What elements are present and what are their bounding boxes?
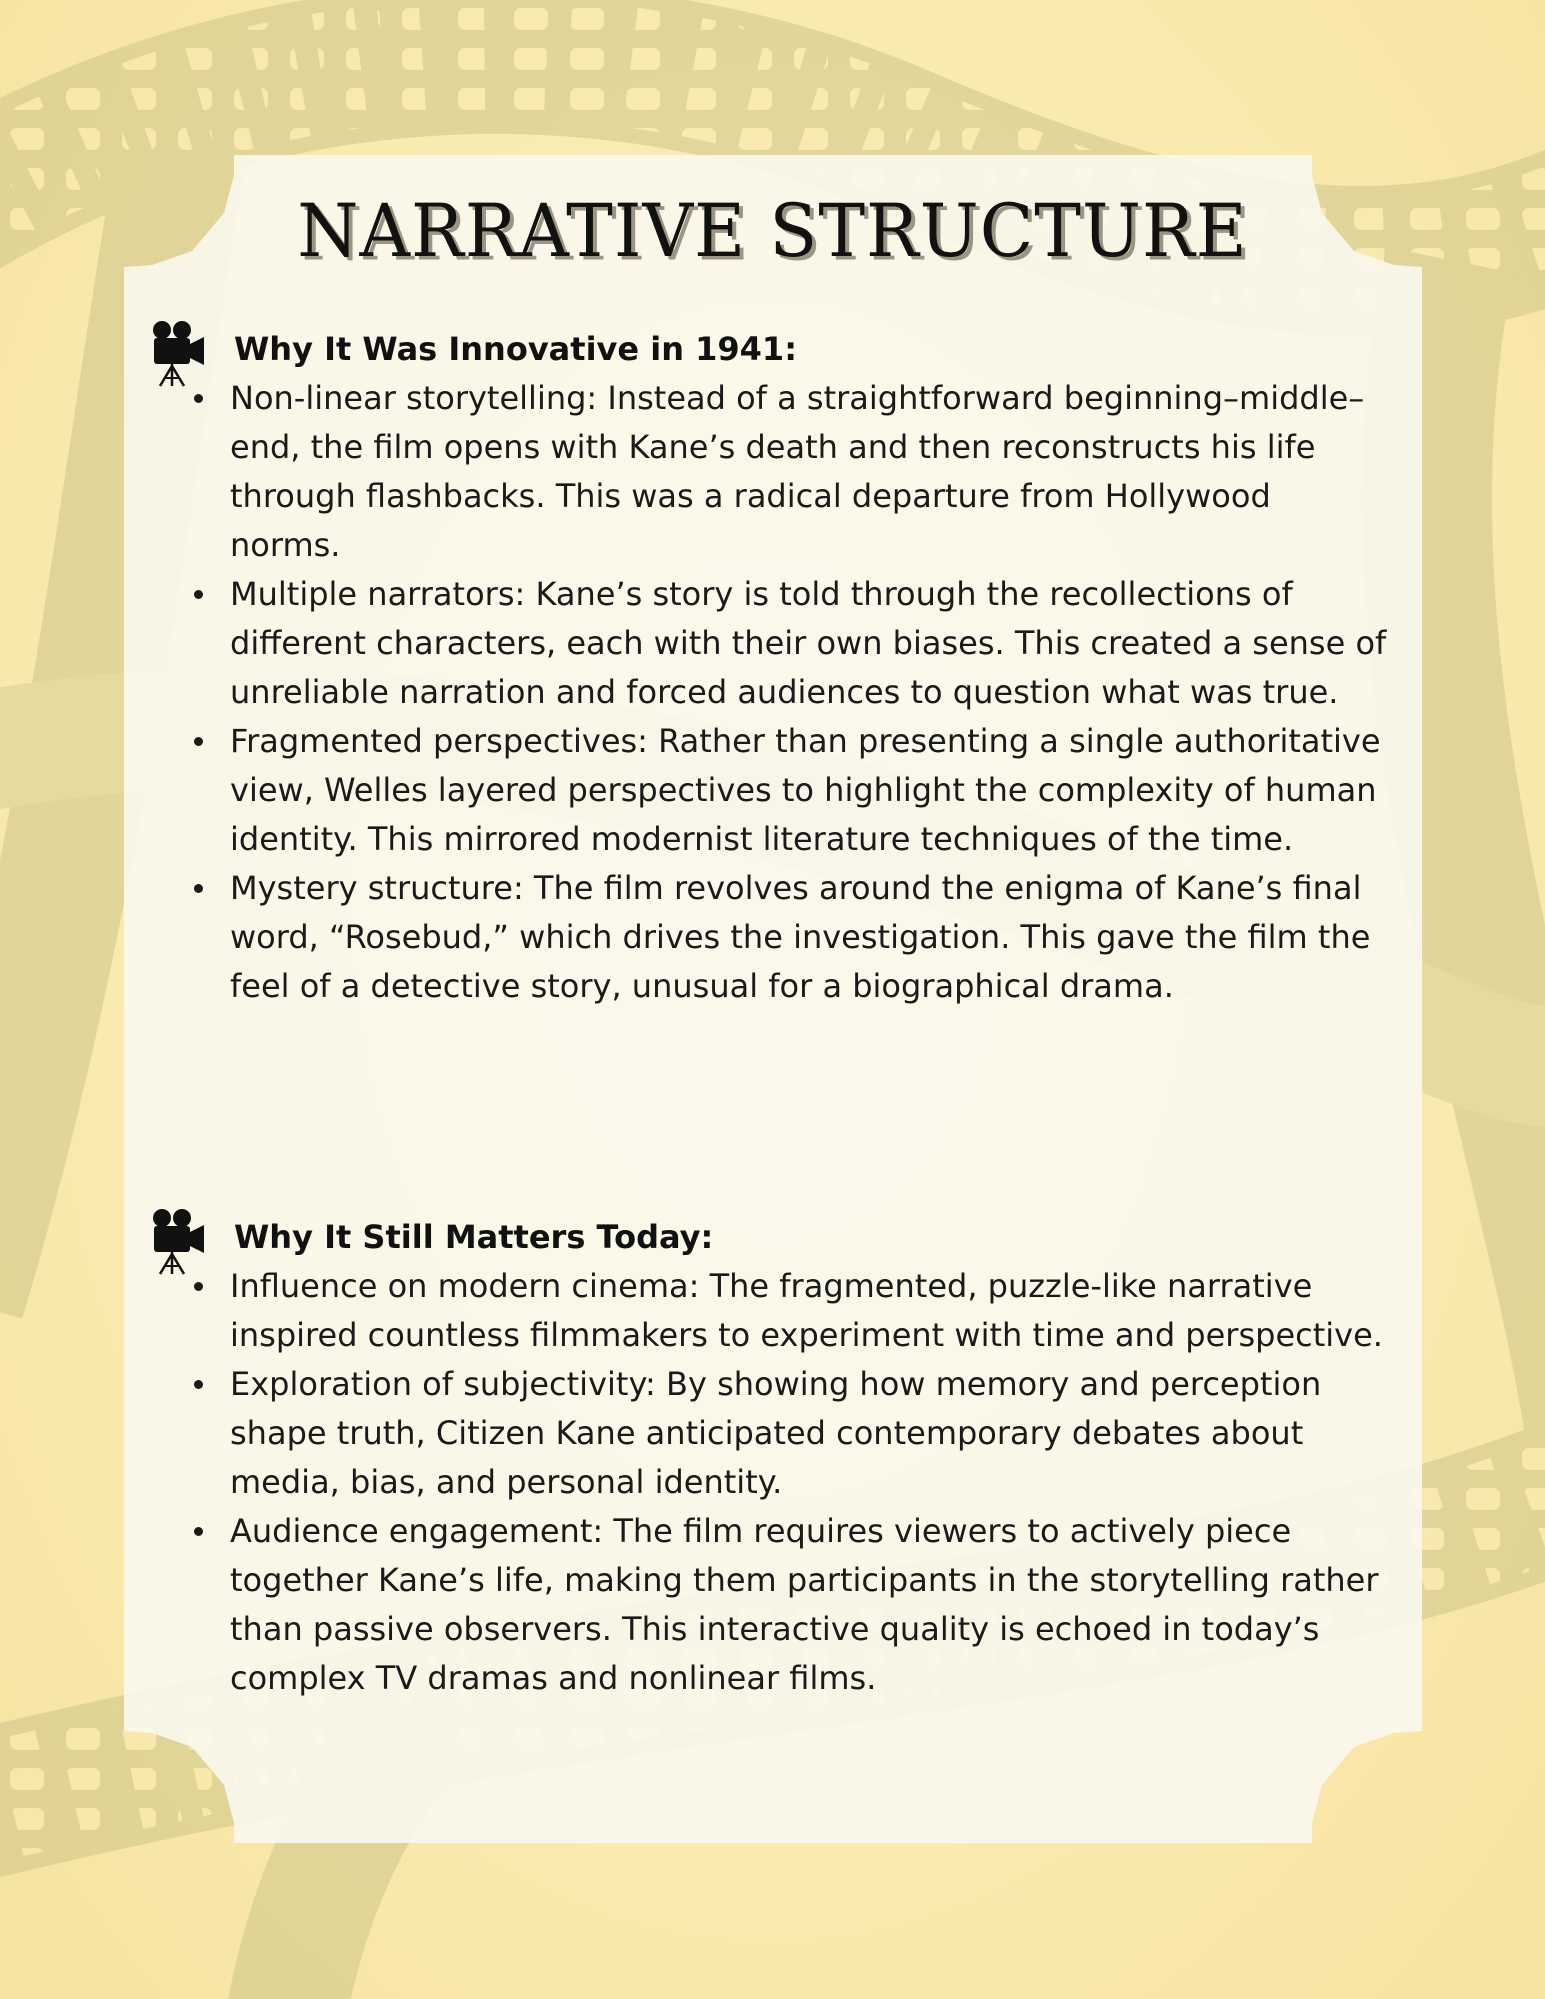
- bullet-list: [150, 374, 1390, 1011]
- list-item: Multiple narrators: Kane’s story is told through the recollections of different characters, each with their own biases. This created a sense of unreliable narration and forced audiences to question what was true.: [150, 570, 1390, 717]
- section-still-matters: [150, 1208, 1390, 1703]
- bullet-list: [150, 1262, 1390, 1703]
- section-heading: Why It Was Innovative in 1941:: [234, 330, 797, 368]
- page-title: NARRATIVE STRUCTURE: [297, 187, 1248, 275]
- list-item: Non-linear storytelling: Instead of a straightforward beginning–middle–end, the film opens with Kane’s death and then reconstructs his life through flashbacks. This was a radical departure from Hollywood norms.: [150, 374, 1390, 570]
- list-item: Mystery structure: The film revolves around the enigma of Kane’s final word, “Rosebud,” which drives the investigation. This gave the film the feel of a detective story, unusual for a biographical drama.: [150, 864, 1390, 1011]
- section-innovative-1941: [150, 320, 1390, 1011]
- list-item: Fragmented perspectives: Rather than presenting a single authoritative view, Welles layered perspectives to highlight the complexity of human identity. This mirrored modernist literature techniques of the time.: [150, 717, 1390, 864]
- list-item: Exploration of subjectivity: By showing how memory and perception shape truth, Citizen Kane anticipated contemporary debates about media, bias, and personal identity.: [150, 1360, 1390, 1507]
- list-item: Influence on modern cinema: The fragmented, puzzle-like narrative inspired countless filmmakers to experiment with time and perspective.: [150, 1262, 1390, 1360]
- section-heading: Why It Still Matters Today:: [234, 1218, 714, 1256]
- list-item: Audience engagement: The film requires viewers to actively piece together Kane’s life, making them participants in the storytelling rather than passive observers. This interactive quality is echoed in today’s complex TV dramas and nonlinear films.: [150, 1507, 1390, 1703]
